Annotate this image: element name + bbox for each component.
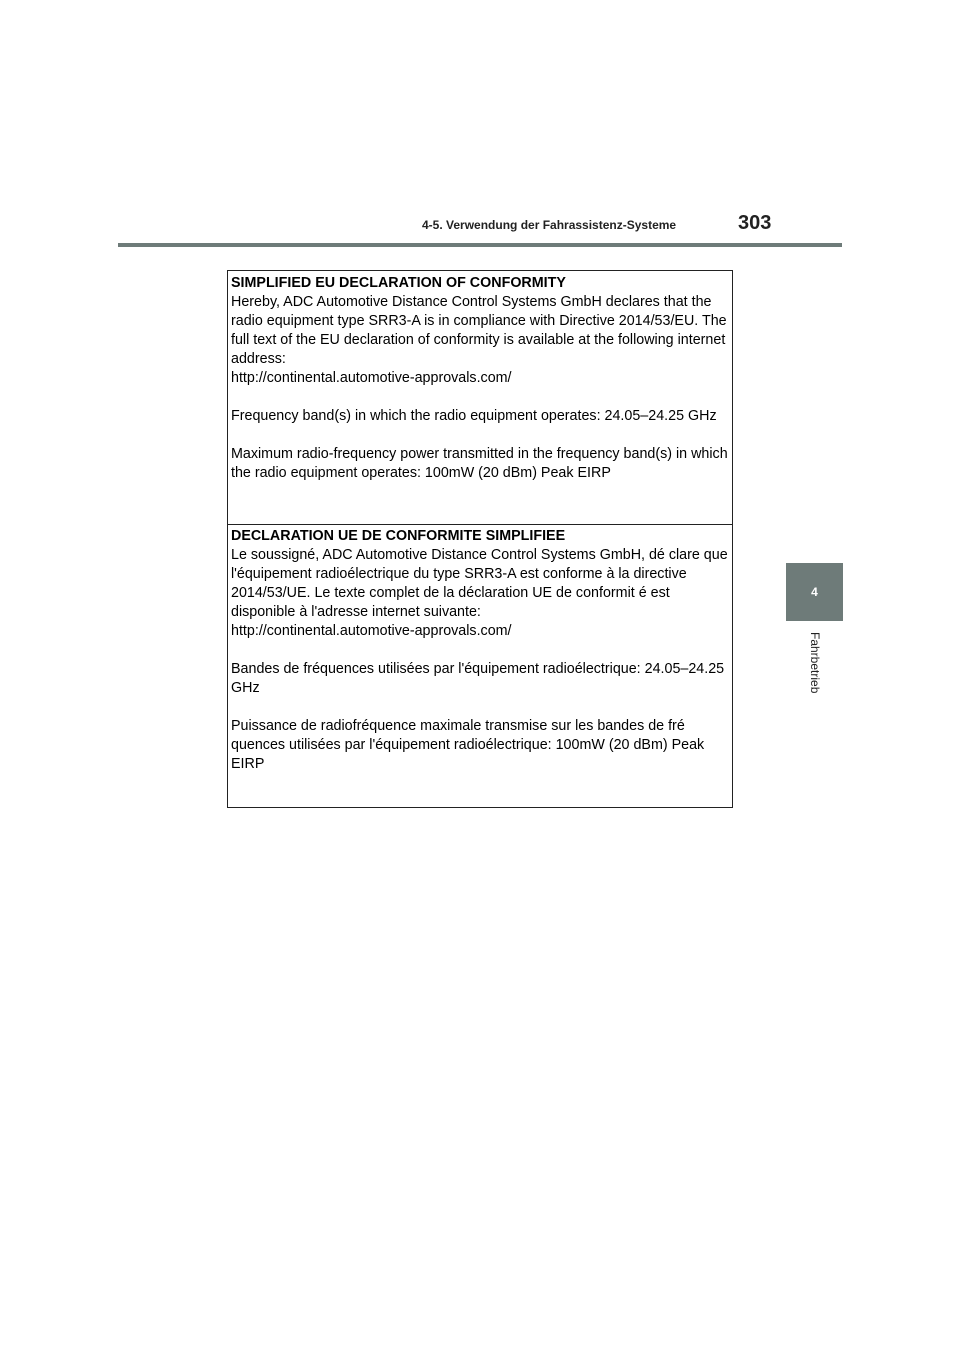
declaration-fr-frequency: Bandes de fréquences utilisées par l'équipement radioélectrique: 24.05–24.25 GHz xyxy=(231,661,725,696)
page-number: 303 xyxy=(738,212,772,234)
chapter-tab xyxy=(786,563,843,621)
declaration-en-frequency: Frequency band(s) in which the radio equipment operates: 24.05–24.25 GHz xyxy=(231,408,717,424)
declaration-fr-intro: Le soussigné, ADC Automotive Distance Control Systems GmbH, dé clare que l'équipement radioélectrique du type SRR3-A est conforme à la directive 2014/53/UE. Le texte complet de la déclaration UE de conformit é est disponible à l'adresse internet suivante: http://continental.automotive-approvals.com/ xyxy=(231,547,728,639)
declaration-en xyxy=(228,274,732,483)
declaration-fr-power: Puissance de radiofréquence maximale transmise sur les bandes de fré quences utilisées par l'équipement radioélectrique: 100mW (20 dBm) Peak EIRP xyxy=(231,718,705,772)
declaration-fr-url: http://continental.automotive-approvals.com/ xyxy=(231,623,512,639)
declaration-en-url: http://continental.automotive-approvals.com/ xyxy=(231,370,512,386)
section-title: 4-5. Verwendung der Fahrassistenz-Systeme xyxy=(422,218,677,232)
declaration-en-intro: Hereby, ADC Automotive Distance Control Systems GmbH declares that the radio equipment type SRR3-A is in compliance with Directive 2014/53/EU. The full text of the EU declaration of conformity is available at the following internet address: http://continental.automotive-approvals.com/ xyxy=(231,293,729,388)
declaration-fr xyxy=(228,527,732,774)
declaration-divider xyxy=(228,524,732,525)
declaration-en-power: Maximum radio-frequency power transmitted in the frequency band(s) in which the radio equipment operates: 100mW (20 dBm) Peak EIRP xyxy=(231,446,728,481)
declaration-box xyxy=(227,270,733,808)
declaration-fr-title: DECLARATION UE DE CONFORMITE SIMPLIFIEE xyxy=(231,528,566,544)
chapter-number: 4 xyxy=(811,585,818,599)
header-divider xyxy=(118,243,842,247)
declaration-en-title: SIMPLIFIED EU DECLARATION OF CONFORMITY xyxy=(231,275,566,291)
chapter-label: Fahrbetrieb xyxy=(808,632,822,694)
